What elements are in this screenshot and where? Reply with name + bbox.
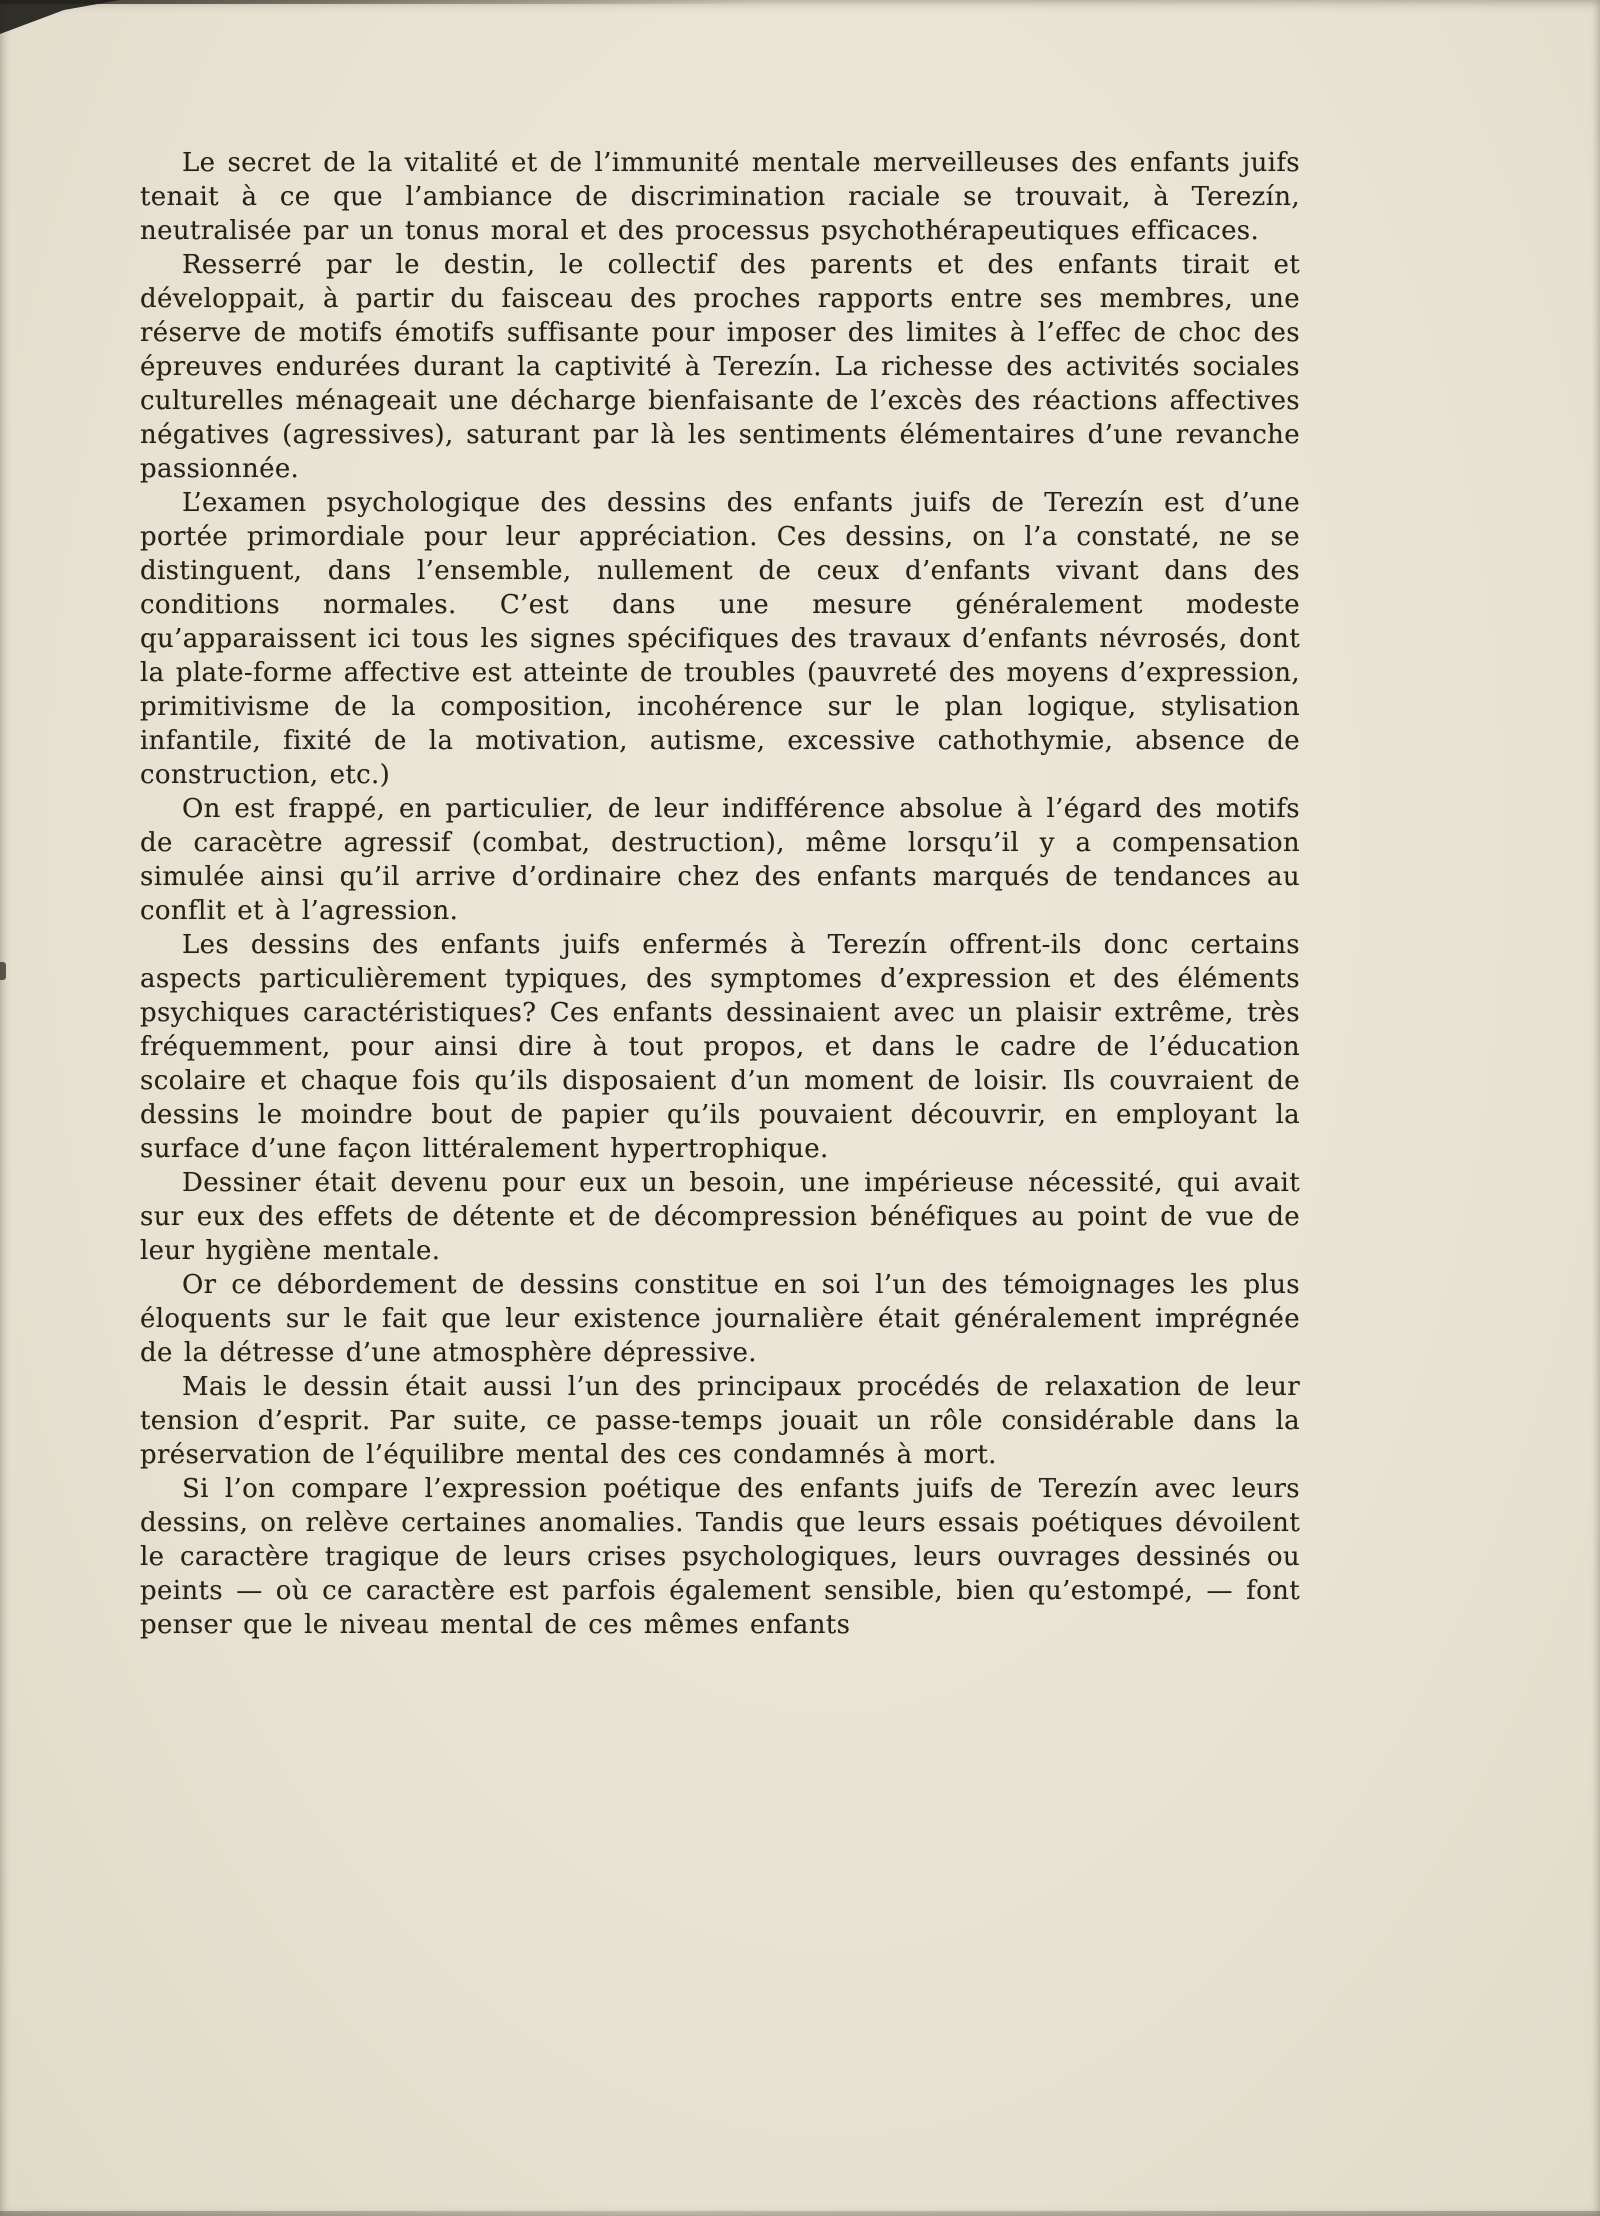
body-text (140, 146, 1300, 1642)
paragraph: Les dessins des enfants juifs enfermés à Terezín offrent-ils donc certains aspects particulièrement typiques, des symptomes d’expression et des éléments psychiques caractéristiques? Ces enfants dessinaient avec un plaisir extrême, très fréquemment, pour ainsi dire à tout propos, et dans le cadre de l’éducation scolaire et chaque fois qu’ils disposaient d’un moment de loisir. Ils couvraient de dessins le moindre bout de papier qu’ils pouvaient découvrir, en employant la surface d’une façon littéralement hypertrophique. (140, 930, 1300, 1164)
paragraph: Mais le dessin était aussi l’un des principaux procédés de relaxation de leur tension d’esprit. Par suite, ce passe-temps jouait un rôle considérable dans la préservation de l’équilibre mental des ces condamnés à mort. (140, 1372, 1300, 1470)
paragraph: Le secret de la vitalité et de l’immunité mentale merveilleuses des enfants juifs tenait à ce que l’ambiance de discrimination raciale se trouvait, à Terezín, neutralisée par un tonus moral et des processus psychothérapeutiques efficaces. (140, 148, 1300, 246)
paragraph: Si l’on compare l’expression poétique des enfants juifs de Terezín avec leurs dessins, on relève certaines anomalies. Tandis que leurs essais poétiques dévoilent le caractère tragique de leurs crises psychologiques, leurs ouvrages dessinés ou peints — où ce caractère est parfois également sensible, bien qu’estompé, — font penser que le niveau mental de ces mêmes enfants (140, 1474, 1300, 1640)
paragraph: On est frappé, en particulier, de leur indifférence absolue à l’égard des motifs de caracètre agressif (combat, destruction), même lorsqu’il y a compensation simulée ainsi qu’il arrive d’ordinaire chez des enfants marqués de tendances au conflit et à l’agression. (140, 794, 1300, 926)
paragraph: Dessiner était devenu pour eux un besoin, une impérieuse nécessité, qui avait sur eux des effets de détente et de décompression bénéfiques au point de vue de leur hygiène mentale. (140, 1168, 1300, 1266)
paragraph: Resserré par le destin, le collectif des parents et des enfants tirait et développait, à partir du faisceau des proches rapports entre ses membres, une réserve de motifs émotifs suffisante pour imposer des limites à l’effec de choc des épreuves endurées durant la captivité à Terezín. La richesse des activités sociales culturelles ménageait une décharge bienfaisante de l’excès des réactions affectives négatives (agressives), saturant par là les sentiments élémentaires d’une revanche passionnée. (140, 250, 1300, 484)
scan-artifact-top-edge (0, 0, 760, 4)
scan-artifact-bottom-edge (0, 2211, 1600, 2216)
scan-artifact-corner-icon (0, 0, 120, 40)
paragraph: Or ce débordement de dessins constitue en soi l’un des témoignages les plus éloquents sur le fait que leur existence journalière était généralement imprégnée de la détresse d’une atmosphère dépressive. (140, 1270, 1300, 1368)
paragraph: L’examen psychologique des dessins des enfants juifs de Terezín est d’une portée primordiale pour leur appréciation. Ces dessins, on l’a constaté, ne se distinguent, dans l’ensemble, nullement de ceux d’enfants vivant dans des conditions normales. C’est dans une mesure généralement modeste qu’apparaissent ici tous les signes spécifiques des travaux d’enfants névrosés, dont la plate-forme affective est atteinte de troubles (pauvreté des moyens d’expression, primitivisme de la composition, incohérence sur le plan logique, stylisation infantile, fixité de la motivation, autisme, excessive cathothymie, absence de construction, etc.) (140, 488, 1300, 790)
scan-artifact-left-speck (0, 962, 6, 980)
